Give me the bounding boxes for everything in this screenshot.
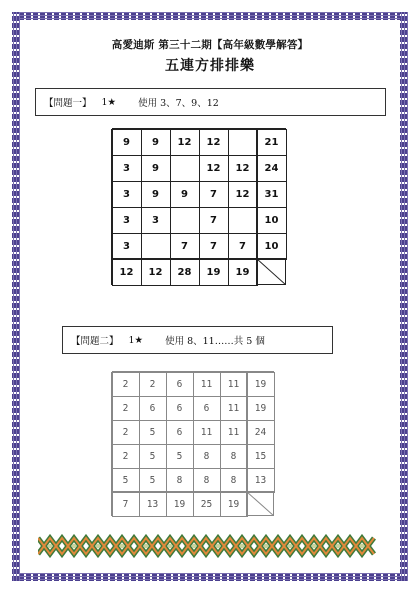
grid-cell: 11 [200, 426, 213, 438]
grid-cell: 5 [149, 426, 156, 438]
question-1-text: 使用 3、7、9、12 [138, 98, 219, 109]
grid-cell: 3 [123, 188, 130, 200]
zigzag-dot [192, 544, 196, 548]
zigzag-dot [216, 544, 220, 548]
grid-line [112, 468, 274, 469]
zigzag-dot [96, 544, 100, 548]
zigzag-dot [144, 544, 148, 548]
column-sum-cell: 19 [227, 498, 240, 510]
grid-cell: 8 [203, 450, 210, 462]
grid-line [193, 372, 194, 516]
grid-cell: 9 [181, 188, 188, 200]
grid-cell: 6 [149, 402, 156, 414]
zigzag-dot [336, 544, 340, 548]
decorative-zigzag-band [38, 533, 384, 559]
grid-cell: 8 [230, 474, 237, 486]
grid-line [286, 129, 287, 260]
column-sum-cell: 12 [119, 266, 134, 278]
zigzag-dot [48, 544, 52, 548]
grid-cell: 12 [235, 162, 250, 174]
corner-diagonal-cell [247, 492, 274, 516]
zigzag-dot [312, 544, 316, 548]
grid-cell [228, 129, 257, 155]
grid-cell: 11 [227, 402, 240, 414]
grid-cell: 6 [176, 426, 183, 438]
grid-cell: 6 [176, 402, 183, 414]
grid-line [112, 516, 248, 517]
grid-cell: 7 [181, 240, 188, 252]
column-sum-cell: 12 [148, 266, 163, 278]
grid-cell: 3 [152, 214, 159, 226]
grid-cell [170, 155, 199, 181]
grid-cell: 2 [122, 402, 129, 414]
question-1-difficulty: 1★ [101, 96, 117, 108]
puzzle-grid-2 [112, 372, 302, 530]
grid-cell: 3 [123, 214, 130, 226]
zigzag-dot [168, 544, 172, 548]
grid-cell: 8 [176, 474, 183, 486]
column-sum-cell: 25 [200, 498, 213, 510]
grid-cell: 7 [239, 240, 246, 252]
grid-line [112, 285, 258, 286]
issue-header: 高愛迪斯 第三十二期【高年級數學解答】 [111, 39, 309, 51]
grid-cell: 7 [210, 188, 217, 200]
grid-line [220, 372, 221, 516]
grid-cell: 9 [152, 188, 159, 200]
grid-cell [228, 207, 257, 233]
decorative-border-right [400, 12, 408, 581]
grid-cell: 6 [203, 402, 210, 414]
row-sum-cell: 19 [254, 378, 267, 390]
grid-cell: 9 [123, 136, 130, 148]
question-1-box [35, 88, 386, 116]
row-sum-cell: 10 [264, 214, 279, 226]
corner-diagonal-cell [257, 259, 286, 285]
grid-line [112, 233, 286, 234]
zigzag-dot [240, 544, 244, 548]
zigzag-dot [72, 544, 76, 548]
row-sum-cell: 13 [254, 474, 267, 486]
grid-cell: 2 [122, 378, 129, 390]
grid-cell: 6 [176, 378, 183, 390]
grid-cell: 9 [152, 162, 159, 174]
grid-cell: 3 [123, 240, 130, 252]
grid-cell: 11 [227, 426, 240, 438]
grid-cell: 2 [122, 426, 129, 438]
grid-cell: 8 [203, 474, 210, 486]
column-sum-cell: 19 [235, 266, 250, 278]
row-sum-cell: 24 [254, 426, 267, 438]
page-title: 五連方排排樂 [165, 58, 255, 74]
column-sum-cell: 13 [146, 498, 159, 510]
grid-cell [170, 207, 199, 233]
question-2-box [62, 326, 333, 354]
column-sum-cell: 28 [177, 266, 192, 278]
grid-cell: 5 [149, 450, 156, 462]
question-2-tag: 【問題二】 [71, 336, 119, 347]
grid-line [274, 372, 275, 493]
grid-cell: 5 [122, 474, 129, 486]
grid-cell: 2 [149, 378, 156, 390]
grid-cell: 12 [177, 136, 192, 148]
grid-cell: 11 [200, 378, 213, 390]
grid-cell: 3 [123, 162, 130, 174]
puzzle-grid-1 [112, 129, 306, 295]
row-sum-cell: 31 [264, 188, 279, 200]
zigzag-dot [264, 544, 268, 548]
grid-cell: 5 [149, 474, 156, 486]
grid-cell: 12 [206, 162, 221, 174]
column-sum-cell: 19 [206, 266, 221, 278]
decorative-border-top [12, 12, 408, 20]
column-sum-cell: 19 [173, 498, 186, 510]
row-sum-cell: 21 [264, 136, 279, 148]
row-sum-cell: 19 [254, 402, 267, 414]
grid-line [228, 129, 229, 285]
question-2-text: 使用 8、11……共 5 個 [165, 336, 265, 347]
decorative-border-left [12, 12, 20, 581]
row-sum-cell: 10 [264, 240, 279, 252]
grid-cell: 5 [176, 450, 183, 462]
column-sum-cell: 7 [122, 498, 129, 510]
row-sum-cell: 15 [254, 450, 267, 462]
grid-cell: 7 [210, 240, 217, 252]
zigzag-dot [120, 544, 124, 548]
grid-cell: 2 [122, 450, 129, 462]
grid-cell [141, 233, 170, 259]
grid-cell: 11 [227, 378, 240, 390]
question-1-tag: 【問題一】 [44, 98, 92, 109]
zigzag-dot [360, 544, 364, 548]
decorative-border-bottom [12, 573, 408, 581]
grid-cell: 7 [210, 214, 217, 226]
grid-line [199, 129, 200, 285]
grid-cell: 12 [235, 188, 250, 200]
row-sum-cell: 24 [264, 162, 279, 174]
grid-cell: 12 [206, 136, 221, 148]
grid-cell: 9 [152, 136, 159, 148]
question-2-difficulty: 1★ [128, 334, 144, 346]
grid-cell: 8 [230, 450, 237, 462]
zigzag-dot [288, 544, 292, 548]
